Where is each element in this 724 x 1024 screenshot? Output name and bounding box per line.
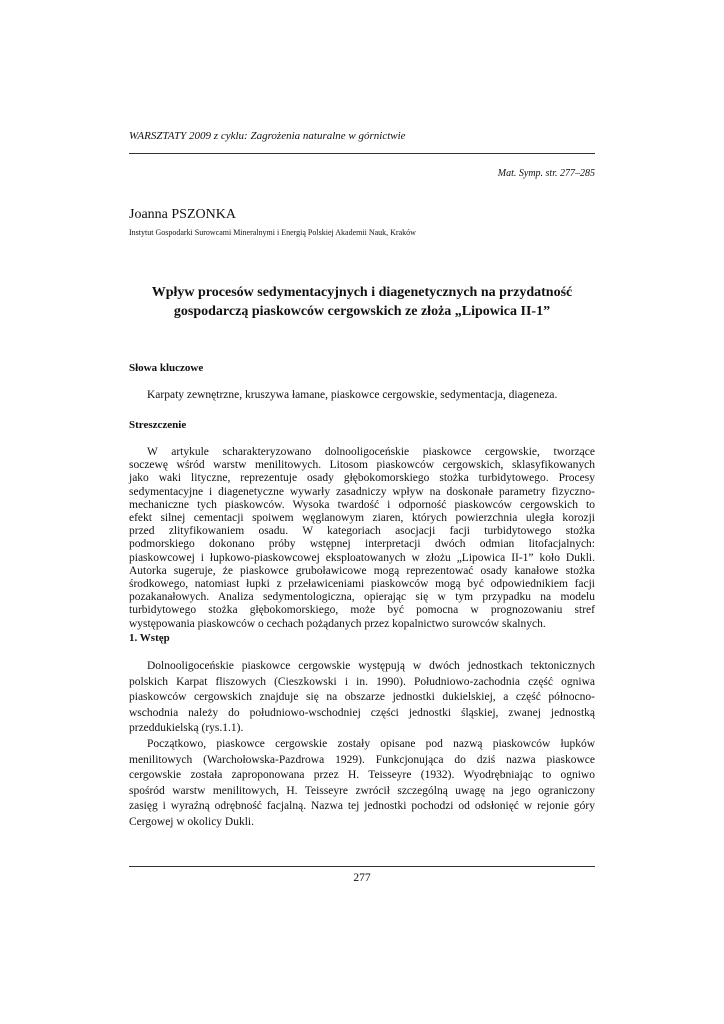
abstract-line: W artykule scharakteryzowano dolnooligoceńskie piaskowce cergowskie, tworzące xyxy=(147,446,595,458)
body-line: spośród warstw menilitowych, H. Teisseyre zwrócił szczególną uwagę na jego ograniczony xyxy=(129,784,595,797)
body-line: Początkowo, piaskowce cergowskie zostały opisane pod nazwą piaskowców łupków xyxy=(147,737,595,750)
abstract-body xyxy=(129,446,595,631)
author-name: Joanna PSZONKA xyxy=(129,207,236,222)
body-line: Cergowej w okolicy Dukli. xyxy=(129,815,254,828)
author-affiliation: Instytut Gospodarki Surowcami Mineralnymi i Energią Polskiej Akademii Nauk, Kraków xyxy=(129,228,416,237)
abstract-line: efekt silnej cementacji spoiwem węglanowym ziaren, których powierzchnia uległa korozji xyxy=(129,512,595,525)
abstract-line: jako waki lityczne, reprezentuje osady głębokomorskiego stożka turbidytowego. Procesy xyxy=(129,472,595,485)
page-number: 277 xyxy=(353,872,371,884)
abstract-heading: Streszczenie xyxy=(129,419,187,431)
abstract-line: sedymentacyjne i diagenetyczne wywarły zasadniczy wpływ na doskonałe parametry fizyczno- xyxy=(129,485,595,498)
abstract-line: turbidytowego stożka głębokomorskiego, może być pomocna w prognozowaniu stref xyxy=(129,604,595,617)
footer-rule xyxy=(129,866,595,867)
keywords-heading: Słowa kluczowe xyxy=(129,362,204,374)
body-line: polskich Karpat fliszowych (Cieszkowski i in. 1990). Południowo-zachodnia część ogniwa xyxy=(129,675,595,688)
title-line: gospodarczą piaskowców cergowskich ze złoża „Lipowica II-1” xyxy=(173,304,551,319)
body-line: wschodnia należy do południowo-wschodniej części jednostki śląskiej, zwanej jednostką xyxy=(129,706,595,719)
header-rule xyxy=(129,153,595,154)
abstract-line: piaskowcowej i łupkowo-piaskowcowej eksploatowanych w złożu „Lipowica II-1” koło Dukli. xyxy=(129,551,595,564)
body-line: piaskowców cergowskich znajduje się na obszarze jednostki dukielskiej, a część północno- xyxy=(129,691,595,704)
abstract-line: środkowego, natomiast łupki z przeławiceniami piaskowców mogą być odpowiednikiem facji xyxy=(129,578,595,591)
section-body xyxy=(129,659,595,831)
body-line: cergowskie została zaproponowana przez H. Teisseyre (1932). Wyodrębniając to ogniwo xyxy=(129,769,595,782)
abstract-line: występowania piaskowców o cechach pożądanych przez kopalnictwo surowców skalnych. xyxy=(129,617,546,630)
abstract-line: przed zlityfikowaniem osadu. W kategoriach asocjacji facji turbidytowego stożka xyxy=(129,525,595,538)
title-line: Wpływ procesów sedymentacyjnych i diagenetycznych na przydatność xyxy=(151,285,573,300)
abstract-line: mechaniczne tych piaskowców. Wysoka twardość i odporność piaskowców cergowskich to xyxy=(129,498,595,511)
abstract-line: soczewę wśród warstw menilitowych. Litosom piaskowców cergowskich, sklasyfikowanych xyxy=(129,459,595,472)
body-line: menilitowych (Warchołowska-Pazdrowa 1929). Funkcjonująca do dziś nazwa piaskowce xyxy=(129,753,595,766)
body-line: przeddukielską (rys.1.1). xyxy=(129,722,244,735)
abstract-line: podmorskiego dokonano próby wstępnej interpretacji dwóch odmian litofacjalnych: xyxy=(129,538,595,551)
paper-title xyxy=(129,283,595,321)
section-heading: 1. Wstęp xyxy=(129,632,170,644)
body-line: Dolnooligoceńskie piaskowce cergowskie występują w dwóch jednostkach tektonicznych xyxy=(147,660,595,672)
running-header: WARSZTATY 2009 z cyklu: Zagrożenia naturalne w górnictwie xyxy=(129,130,406,142)
keywords-text: Karpaty zewnętrzne, kruszywa łamane, piaskowce cergowskie, sedymentacja, diageneza. xyxy=(147,389,558,401)
abstract-line: pozakanałowych. Analiza sedymentologiczna, opierając się w tym przypadku na modelu xyxy=(129,591,595,604)
citation-reference: Mat. Symp. str. 277–285 xyxy=(497,168,595,179)
body-line: zasięg i wyraźną odrębność facjalną. Nazwa tej jednostki pochodzi od odsłonięć w rejonie góry xyxy=(129,800,595,813)
abstract-line: Autorka sugeruje, że piaskowce gruboławicowe mogą reprezentować osady kanałowe stożka xyxy=(129,564,595,577)
